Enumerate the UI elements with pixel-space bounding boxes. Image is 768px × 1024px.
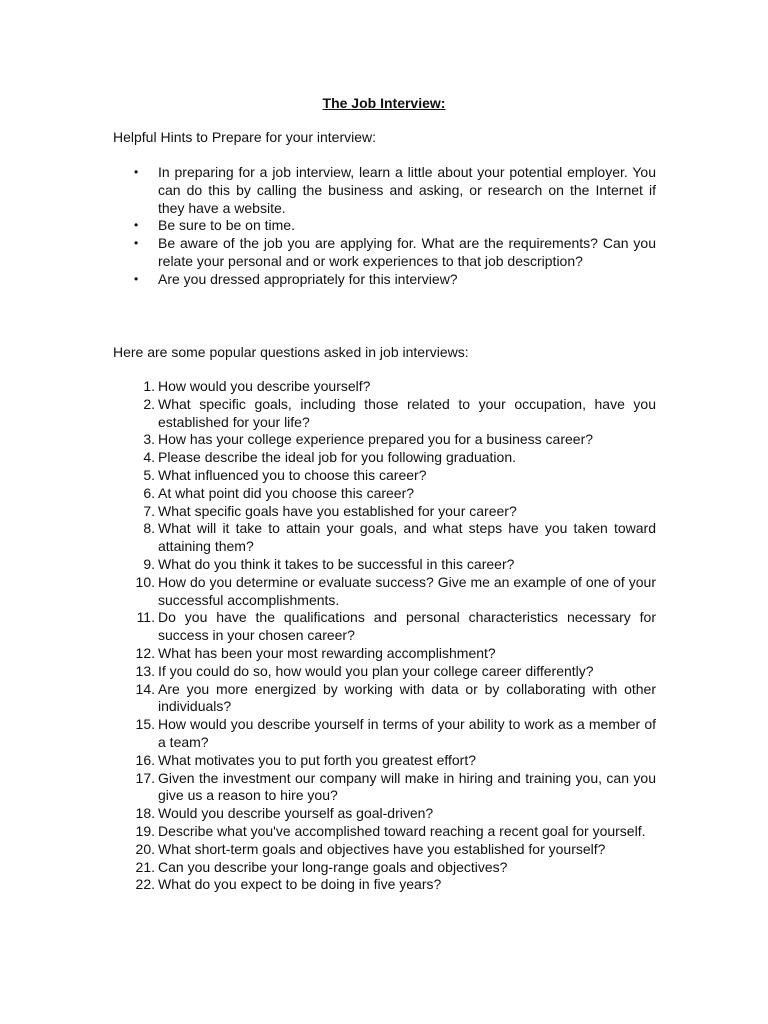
hint-item [113, 217, 656, 235]
questions-intro: Here are some popular questions asked in job interviews: [113, 344, 469, 360]
question-text: What do you think it takes to be successful in this career? [158, 555, 515, 572]
question-item [113, 520, 656, 556]
question-text: If you could do so, how would you plan your college career differently? [158, 662, 594, 679]
question-text: How would you describe yourself? [158, 378, 371, 394]
question-item [113, 609, 656, 645]
question-number: 13. [135, 662, 155, 679]
question-item [113, 823, 656, 841]
question-item [113, 485, 656, 503]
question-number: 2. [143, 395, 155, 412]
bullet-icon: • [134, 271, 139, 286]
question-item [113, 396, 656, 432]
bullet-icon: • [134, 236, 139, 251]
question-item [113, 841, 656, 859]
question-text: What will it take to attain your goals, and what steps have you taken toward attaining them? [158, 520, 656, 555]
question-number: 16. [135, 751, 155, 768]
question-text: Are you more energized by working with data or by collaborating with other individuals? [158, 680, 656, 715]
question-number: 18. [135, 805, 155, 822]
question-number: 20. [135, 840, 155, 857]
question-item [113, 805, 656, 823]
question-item [113, 503, 656, 521]
question-number: 10. [135, 573, 155, 590]
question-item [113, 449, 656, 467]
bullet-icon: • [134, 165, 139, 179]
question-item [113, 467, 656, 485]
question-item [113, 378, 656, 396]
question-text: How has your college experience prepared you for a business career? [158, 431, 594, 448]
hint-text: Be sure to be on time. [158, 217, 295, 234]
question-number: 1. [143, 378, 155, 394]
question-item [113, 431, 656, 449]
question-number: 7. [143, 502, 155, 519]
question-number: 21. [135, 858, 155, 875]
question-text: How would you describe yourself in terms of your ability to work as a member of a team? [158, 716, 656, 750]
question-item [113, 663, 656, 681]
question-text: What specific goals have you established for your career? [158, 502, 517, 519]
question-number: 19. [135, 822, 155, 839]
question-number: 9. [143, 555, 155, 572]
question-text: What do you expect to be doing in five years? [158, 876, 442, 893]
question-item [113, 752, 656, 770]
question-number: 12. [135, 644, 155, 661]
questions-list [113, 378, 656, 894]
question-item [113, 770, 656, 806]
hint-item [113, 271, 656, 289]
document-title: The Job Interview: [322, 95, 446, 111]
question-number: 6. [143, 484, 155, 501]
question-number: 17. [135, 769, 155, 786]
question-item [113, 859, 656, 877]
hints-list [113, 164, 656, 289]
question-item [113, 681, 656, 717]
hint-text: In preparing for a job interview, learn a little about your potential employer. You can do this by calling the business and asking, or research on the Internet if they have a website. [158, 164, 656, 216]
question-text: Please describe the ideal job for you following graduation. [158, 449, 517, 466]
hint-item [113, 164, 656, 217]
hint-text: Are you dressed appropriately for this interview? [158, 270, 458, 287]
question-text: What specific goals, including those related to your occupation, have you established for your life? [158, 395, 656, 430]
question-number: 15. [135, 716, 155, 733]
question-text: Can you describe your long-range goals and objectives? [158, 858, 508, 875]
question-item [113, 876, 656, 894]
question-number: 22. [135, 876, 155, 893]
question-number: 8. [143, 520, 155, 537]
question-number: 3. [143, 431, 155, 448]
question-number: 14. [135, 680, 155, 697]
hint-item [113, 235, 656, 271]
hint-text: Be aware of the job you are applying for. What are the requirements? Can you relate your personal and or work experiences to that job description? [158, 235, 656, 269]
question-text: How do you determine or evaluate success? Give me an example of one of your successful accomplishments. [158, 573, 656, 608]
question-text: Would you describe yourself as goal-driven? [158, 805, 434, 822]
question-text: Do you have the qualifications and personal characteristics necessary for success in your chosen career? [158, 609, 656, 644]
question-text: What motivates you to put forth you greatest effort? [158, 751, 477, 768]
question-item [113, 645, 656, 663]
hints-intro: Helpful Hints to Prepare for your interview: [113, 129, 376, 145]
question-item [113, 574, 656, 610]
question-number: 11. [136, 609, 155, 626]
question-text: Describe what you've accomplished toward reaching a recent goal for yourself. [158, 822, 646, 839]
question-text: What influenced you to choose this career? [158, 466, 427, 483]
question-number: 5. [143, 466, 155, 483]
question-text: At what point did you choose this career? [158, 484, 415, 501]
question-text: What short-term goals and objectives have you established for yourself? [158, 840, 606, 857]
bullet-icon: • [134, 218, 139, 233]
question-number: 4. [143, 449, 155, 466]
question-text: Given the investment our company will make in hiring and training you, can you give us a reason to hire you? [158, 769, 656, 804]
question-text: What has been your most rewarding accomplishment? [158, 644, 496, 661]
question-item [113, 556, 656, 574]
question-item [113, 716, 656, 752]
